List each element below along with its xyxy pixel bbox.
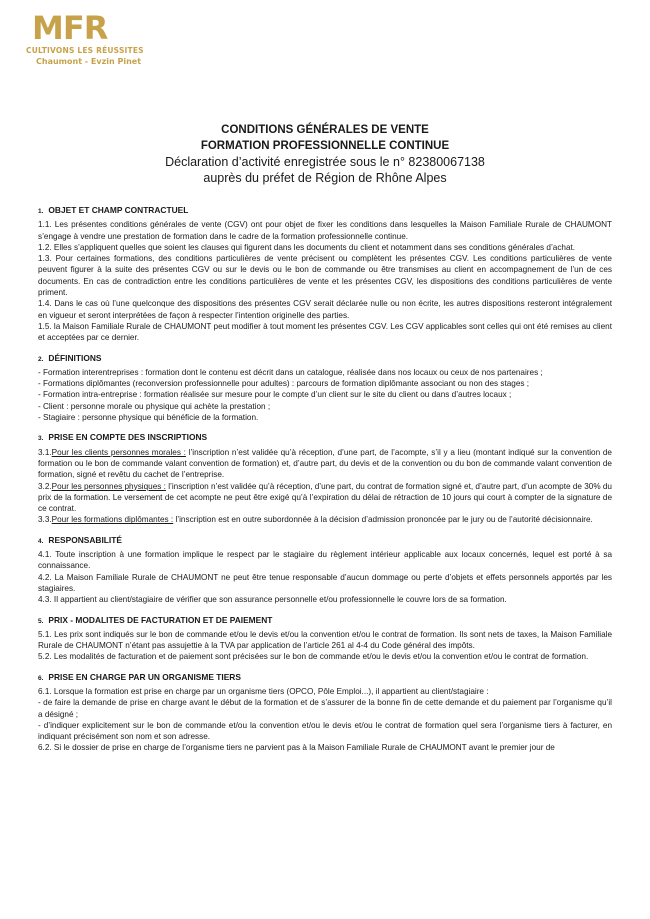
paragraph: 3.2.Pour les personnes physiques : l’inscription n’est validée qu’à réception, d’une part, du contrat de formation signé et, d’autre part, d’un acompte de 30% du prix de la formation. Le versement de cet acompte ne peut être exigé qu’à l’expiration du délai de rétraction de 10 jours qui court à compter de la signature de ce contrat. <box>38 481 612 514</box>
paragraph: 1.1. Les présentes conditions générales de vente (CGV) ont pour objet de fixer les conditions dans lesquelles la Maison Familiale Rurale de CHAUMONT s’engage à vendre une prestation de formation dans le cadre de la formation professionnelle continue. <box>38 220 612 241</box>
prefecture-line: auprès du préfet de Région de Rhône Alpes <box>203 171 447 185</box>
section-title-inscriptions: 3. PRISE EN COMPTE DES INSCRIPTIONS <box>38 432 208 443</box>
section-title-definitions: 2. DÉFINITIONS <box>38 352 102 363</box>
paragraph: 4.1. Toute inscription à une formation implique le respect par le stagiaire du règlement intérieur applicable aux locaux concernés, lequel est porté à sa connaissance. <box>38 550 612 571</box>
paragraph: 5.2. Les modalités de facturation et de paiement sont précisées sur le bon de commande et/ou le devis et/ou la convention et/ou le contrat de formation. <box>38 652 589 662</box>
paragraph: - d’indiquer explicitement sur le bon de commande et/ou la convention et/ou le devis et/ou le contrat de formation quel sera l’organisme tiers à facturer, en indiquant précisément son nom et son adresse. <box>38 720 612 742</box>
paragraph: 1.5. la Maison Familiale Rurale de CHAUMONT peut modifier à tout moment les présentes CGV. Les CGV applicables sont celles qui ont été remises au client et acceptées par ce dernier. <box>38 321 612 343</box>
document-subtitle: FORMATION PROFESSIONNELLE CONTINUE <box>200 140 450 152</box>
paragraph: 6.1. Lorsque la formation est prise en charge par un organisme tiers (OPCO, Pôle Emploi...), il appartient au client/stagiaire : <box>38 686 489 696</box>
document-header <box>0 122 650 186</box>
paragraph: 3.1.Pour les clients personnes morales : l’inscription n’est validée qu’à réception, d’une part, de l’acompte, s’il y a lieu (montant indiqué sur la convention de formation ou le bon de commande valant convention de formation) et, d’autre part, du devis et de la convention ou du bon de commande valant convention de formation, signé et revêtu du cachet de l’entreprise. <box>38 447 612 480</box>
paragraph: 6.2. Si le dossier de prise en charge de l’organisme tiers ne parvient pas à la Maison Familiale Rurale de CHAUMONT avant le premier jour de <box>38 743 555 753</box>
paragraph: 1.4. Dans le cas où l’une quelconque des dispositions des présentes CGV serait déclarée nulle ou non écrite, les autres dispositions resteront intégralement en vigueur et seront interprétées de façon à respecter l’intention originelle des parties. <box>38 299 612 320</box>
paragraph: - de faire la demande de prise en charge avant le début de la formation et de s’assurer de la bonne fin de cette demande et du paiement par l’organisme qu’il a désigné ; <box>38 698 612 719</box>
paragraph: 1.3. Pour certaines formations, des conditions particulières de vente précisent ou complètent les présentes CGV. Les conditions particulières de vente peuvent figurer à la suite des présentes CGV ou sur le devis ou le bon de commande ou être transmises au client en accompagnement de l’un de ces documents. En cas de contradiction entre les conditions particulières de vente et les présentes CGV, les dispositions des conditions particulières de vente priment. <box>38 254 612 298</box>
section-title-prix: 5. PRIX - MODALITES DE FACTURATION ET DE PAIEMENT <box>38 614 273 625</box>
document-body <box>38 205 612 754</box>
definition-item: - Formations diplômantes (reconversion professionnelle pour adultes) : parcours de formation diplômante associant ou non des stages ; <box>38 379 530 389</box>
document-title: CONDITIONS GÉNÉRALES DE VENTE <box>221 124 429 136</box>
definition-item: - Client : personne morale ou physique qui achète la prestation ; <box>38 401 271 411</box>
paragraph: 5.1. Les prix sont indiqués sur le bon de commande et/ou le devis et/ou la convention et/ou le contrat de formation. Ils sont nets de taxes, la Maison Familiale Rurale de CHAUMONT n’étant pas assujettie à la TVA par application de l’article 261 al 4-4 du Code général des impôts. <box>38 629 612 651</box>
definition-item: - Formation intra-entreprise : formation réalisée sur mesure pour le compte d’un client sur le site du client ou dans d’autres locaux ; <box>38 390 512 400</box>
logo-mark: MFR <box>32 9 108 47</box>
section-title-objet: 1. OBJET ET CHAMP CONTRACTUEL <box>38 205 189 215</box>
paragraph: 3.3.Pour les formations diplômantes : l’inscription est en outre subordonnée à la décision d’admission prononcée par le jury ou de l’autorité décisionnaire. <box>38 515 593 525</box>
paragraph: 4.3. Il appartient au client/stagiaire de vérifier que son assurance personnelle et/ou professionnelle le couvre lors de sa formation. <box>38 595 507 605</box>
logo-site: Chaumont - Evzin Pinet <box>36 57 142 66</box>
section-title-prise-en-charge: 6. PRISE EN CHARGE PAR UN ORGANISME TIERS <box>38 671 241 682</box>
paragraph: 1.2. Elles s’appliquent quelles que soient les clauses qui figurent dans les documents du client et notamment dans ses conditions générales d’achat. <box>38 242 576 252</box>
mfr-logo <box>26 10 166 67</box>
section-title-responsabilite: 4. RESPONSABILITÉ <box>38 534 122 545</box>
declaration-line: Déclaration d’activité enregistrée sous le n° 82380067138 <box>165 155 485 169</box>
definition-item: - Stagiaire : personne physique qui bénéficie de la formation. <box>38 413 259 423</box>
paragraph: 4.2. La Maison Familiale Rurale de CHAUMONT ne peut être tenue responsable d’aucun dommage ou perte d’objets et effets personnels apportés par les stagiaires. <box>38 572 612 593</box>
definition-item: - Formation interentreprises : formation dont le contenu est décrit dans un catalogue, réalisée dans nos locaux ou ceux de nos partenaires ; <box>38 367 543 377</box>
logo-tagline: CULTIVONS LES RÉUSSITES <box>26 46 144 55</box>
